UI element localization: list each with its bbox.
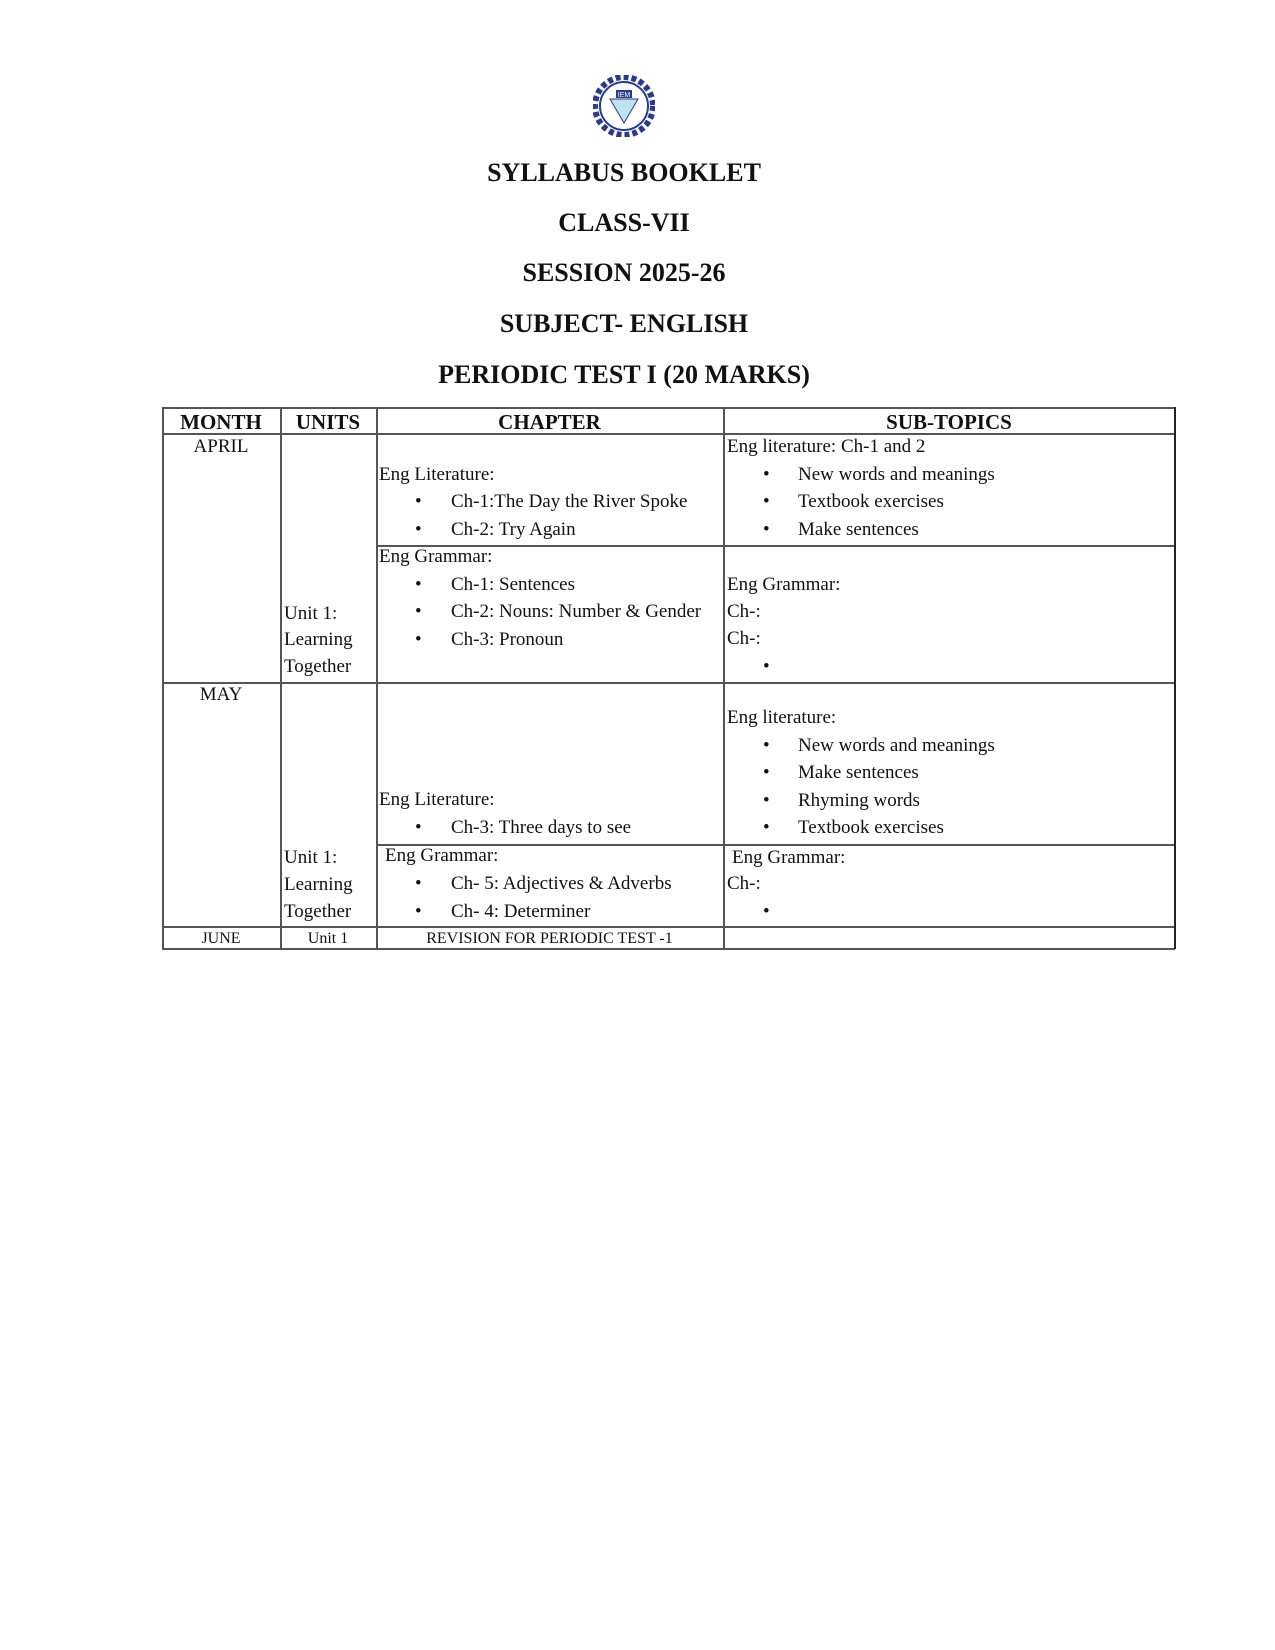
unit-june: Unit 1 [307, 930, 349, 947]
header-units: UNITS [295, 410, 361, 434]
unit-line: Learning [284, 874, 353, 895]
subtopic-item: Make sentences [798, 762, 919, 783]
subject-title: SUBJECT- ENGLISH [499, 309, 749, 338]
chapter-item: Ch-1: Sentences [451, 574, 576, 595]
unit-line: Unit 1: [284, 847, 338, 868]
subtopic-heading: Eng Grammar: [727, 574, 841, 595]
chapter-item: Ch- 5: Adjectives & Adverbs [451, 873, 672, 894]
subtopic-line: Ch-: [727, 873, 761, 894]
session-title: SESSION 2025-26 [522, 258, 726, 287]
chapter-heading: Eng Literature: [379, 789, 495, 810]
month-april: APRIL [193, 436, 249, 457]
syllabus-page: IEM SYLLABUS BOOKLET CLASS-VII SESSION 2025-26 SUBJECT- ENGLISH PERIODIC TEST I (20 MARKS) MONTH UNITS CHAPTER SUB-TOPICS APRIL Unit 1: Learning Together Eng Literature: • Ch-1:The Day the River Spoke • Ch-2: Try Again Eng literature: Ch-1 and 2 • New words and meanings • Textbook exercises • Make sentences Eng Grammar: • Ch-1: Sentences • Ch-2: Nouns: Number & Gender • Ch-3: Pronoun Eng Grammar: Ch-: Ch-: • MAY Unit 1: Learning Together Eng Literature: • Ch-3: Three days to see Eng literature: • New words and meanings • Make sentences • Rhyming words • Textbook exercises Eng Grammar: • Ch- 5: Adjectives & Adverbs • Ch- 4: Determiner Eng Grammar: Ch-: • JUNE Unit 1 REVISION FOR PERIODIC TEST -1 [0, 0, 1275, 1650]
unit-line: Unit 1: [284, 603, 338, 624]
subtopic-heading: Eng literature: Ch-1 and 2 [727, 436, 926, 457]
subtopic-heading: Eng Grammar: [732, 847, 846, 868]
month-may: MAY [199, 684, 243, 705]
subtopic-item: Make sentences [798, 519, 919, 540]
booklet-title: SYLLABUS BOOKLET [487, 158, 761, 187]
chapter-item: Ch-2: Try Again [451, 519, 576, 540]
subtopic-line: Ch-: [727, 601, 761, 622]
subtopic-line: Ch-: [727, 628, 761, 649]
chapter-item: Ch-1:The Day the River Spoke [451, 491, 688, 512]
chapter-heading: Eng Grammar: [379, 546, 493, 567]
subtopic-item: Textbook exercises [798, 491, 944, 512]
header-subtopics: SUB-TOPICS [886, 410, 1012, 434]
month-june: JUNE [201, 930, 241, 947]
header-month: MONTH [180, 410, 262, 434]
chapter-item: Ch-2: Nouns: Number & Gender [451, 601, 702, 622]
class-title: CLASS-VII [558, 208, 690, 237]
test-title: PERIODIC TEST I (20 MARKS) [438, 360, 810, 389]
unit-line: Together [284, 656, 352, 677]
svg-text:IEM: IEM [617, 92, 631, 99]
chapter-item: Ch-3: Pronoun [451, 629, 564, 650]
subtopic-item: Rhyming words [798, 790, 920, 811]
chapter-heading: Eng Grammar: [385, 845, 499, 866]
header-chapter: CHAPTER [498, 410, 601, 434]
school-logo [593, 75, 655, 137]
chapter-june: REVISION FOR PERIODIC TEST -1 [426, 930, 673, 947]
subtopic-item: New words and meanings [798, 464, 995, 485]
subtopic-heading: Eng literature: [727, 707, 837, 728]
unit-line: Learning [284, 629, 353, 650]
chapter-heading: Eng Literature: [379, 464, 495, 485]
unit-line: Together [284, 901, 352, 922]
chapter-item: Ch-3: Three days to see [451, 817, 632, 838]
chapter-item: Ch- 4: Determiner [451, 901, 591, 922]
subtopic-item: New words and meanings [798, 735, 995, 756]
subtopic-item: Textbook exercises [798, 817, 944, 838]
